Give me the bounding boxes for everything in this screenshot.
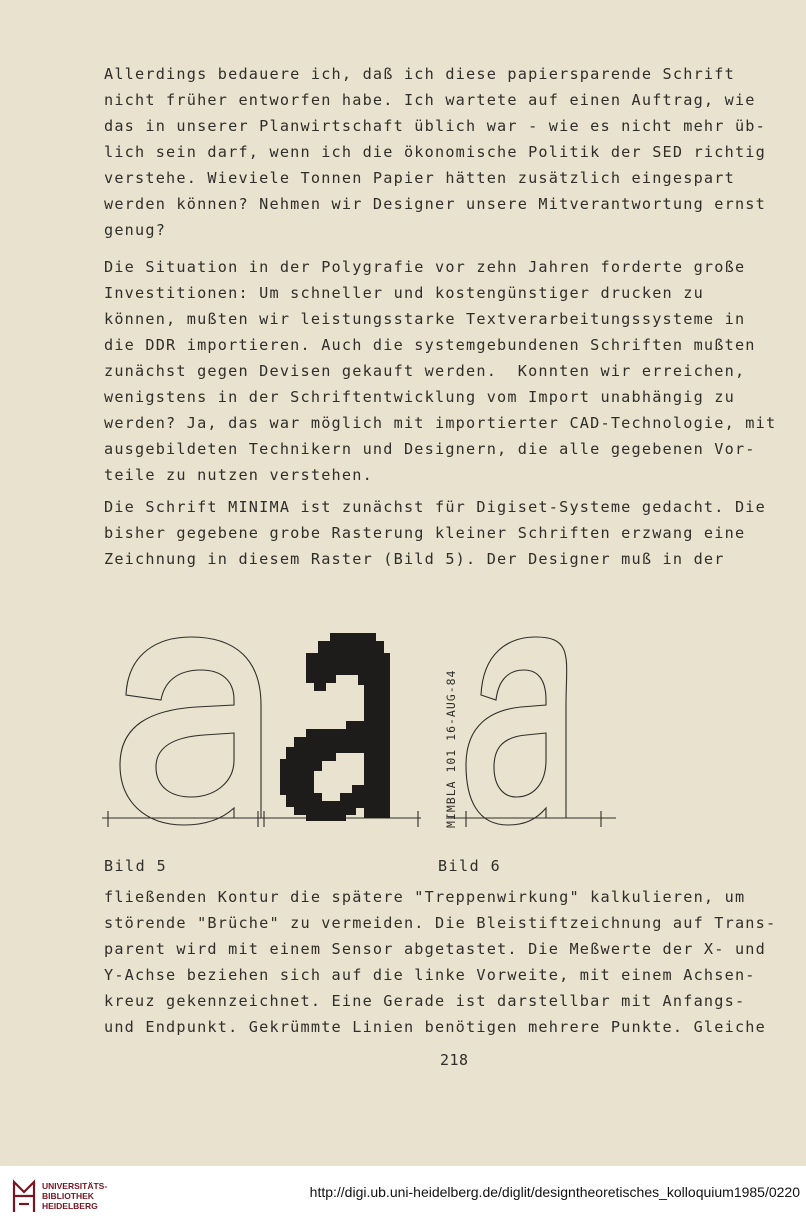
text-line: nicht früher entworfen habe. Ich wartete auf einen Auftrag, wie [104,91,756,109]
text-line: wenigstens in der Schriftentwicklung vom Import unabhängig zu [104,388,735,406]
page-url-link[interactable]: http://digi.ub.uni-heidelberg.de/diglit/designtheoretisches_kolloquium1985/0220 [309,1184,800,1200]
text-line: Allerdings bedauere ich, daß ich diese papiersparende Schrift [104,65,735,83]
text-line: kreuz gekennzeichnet. Eine Gerade ist darstellbar mit Anfangs- [104,992,746,1010]
text-line: werden können? Nehmen wir Designer unsere Mitverantwortung ernst [104,195,766,213]
library-name: UNIVERSITÄTS- BIBLIOTHEK HEIDELBERG [42,1181,108,1211]
text-line: lich sein darf, wenn ich die ökonomische Politik der SED richtig [104,143,766,161]
pixel-letter-a [280,633,390,821]
footer-bar [0,1166,806,1226]
page-number: 218 [440,1051,469,1069]
caption-bild-6: Bild 6 [438,857,502,875]
text-line: ausgebildeten Technikern und Designern, die alle gegebenen Vor- [104,440,756,458]
text-line: Investitionen: Um schneller und kostengünstiger drucken zu [104,284,704,302]
text-line: zunächst gegen Devisen gekauft werden. Konnten wir erreichen, [104,362,746,380]
paragraph-3 [104,494,764,572]
paragraph-2 [104,254,777,488]
text-line: fließenden Kontur die spätere "Treppenwirkung" kalkulieren, um [104,888,746,906]
paragraph-1 [104,61,764,243]
figure-vertical-label: MIMBLA 101 16-AUG-84 [444,669,458,828]
outline-letter-a-2 [466,637,567,825]
text-line: teile zu nutzen verstehen. [104,466,373,484]
text-line: werden? Ja, das war möglich mit importierter CAD-Technologie, mit [104,414,777,432]
text-line: Die Schrift MINIMA ist zunächst für Digiset-Systeme gedacht. Die [104,498,766,516]
university-library-logo-icon [10,1174,38,1218]
text-line: das in unserer Planwirtschaft üblich war - wie es nicht mehr üb- [104,117,766,135]
text-line: genug? [104,221,167,239]
text-line: Die Situation in der Polygrafie vor zehn Jahren forderte große [104,258,746,276]
outline-letter-a [120,637,261,825]
paragraph-4 [104,884,777,1040]
text-line: Y-Achse beziehen sich auf die linke Vorweite, mit einem Achsen- [104,966,756,984]
text-line: und Endpunkt. Gekrümmte Linien benötigen mehrere Punkte. Gleiche [104,1018,766,1036]
text-line: Zeichnung in diesem Raster (Bild 5). Der Designer muß in der [104,550,725,568]
text-line: parent wird mit einem Sensor abgetastet. Die Meßwerte der X- und [104,940,766,958]
letter-a-figure [96,625,636,840]
text-line: bisher gegebene grobe Rasterung kleiner Schriften erzwang eine [104,524,746,542]
text-line: die DDR importieren. Auch die systemgebundenen Schriften mußten [104,336,756,354]
text-line: verstehe. Wieviele Tonnen Papier hätten zusätzlich eingespart [104,169,735,187]
caption-bild-5: Bild 5 [104,857,168,875]
text-line: störende "Brüche" zu vermeiden. Die Bleistiftzeichnung auf Trans- [104,914,777,932]
text-line: können, mußten wir leistungsstarke Textverarbeitungssysteme in [104,310,746,328]
